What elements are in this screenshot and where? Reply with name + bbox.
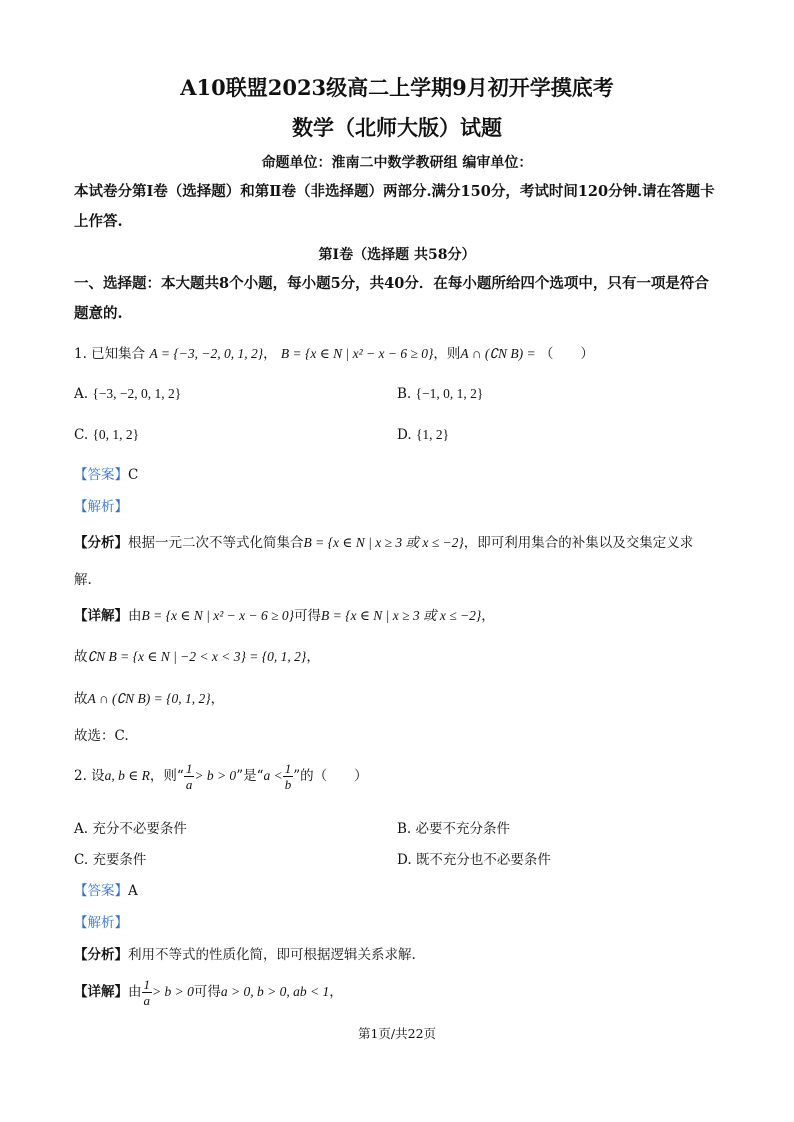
q2-option-c [74, 848, 146, 868]
q1-detail-line3 [74, 687, 224, 707]
q2-option-d [397, 848, 551, 868]
option-label: C. [74, 852, 89, 868]
fenxi-text: ，即可利用集合的补集以及交集定义求 [463, 535, 694, 551]
section-title: 第Ⅰ卷（选择题 共58分） [318, 247, 476, 263]
fenxi-tag: 【分析】 [74, 947, 128, 963]
q1-option-c [74, 427, 139, 443]
option-label: B. [397, 386, 412, 402]
fraction-denominator: a [185, 777, 193, 792]
q2-stem [74, 762, 368, 791]
fraction-numerator: 1 [284, 761, 292, 776]
detail-text: 由 [128, 608, 142, 624]
q1-detail-line2 [74, 645, 320, 665]
q2-fraction-1 [184, 762, 195, 791]
detail-text: ， [329, 984, 343, 1000]
exam-subtitle: 数学（北师大版）试题 [292, 115, 502, 140]
q2-math: > b > 0 [194, 768, 237, 783]
detail-math: > b > 0 [152, 984, 194, 999]
option-text: {0, 1, 2} [92, 427, 140, 442]
detail-tag: 【详解】 [74, 984, 128, 1000]
q1-fenxi-line1 [74, 531, 693, 551]
q2-text: ，则“ [149, 768, 184, 784]
q2-math: a, b ∈ R [104, 768, 150, 783]
q2-fraction-3 [142, 978, 153, 1007]
detail-text: ， [210, 691, 225, 707]
option-label: C. [74, 427, 89, 443]
option-text: 充要条件 [92, 852, 147, 868]
section-instruction: 一、选择题：本大题共8个小题，每小题5分，共40分．在每小题所给四个选项中，只有一项是符合题意的. [74, 275, 709, 322]
q1-set-b: B = {x ∈ N | x² − x − 6 ≥ 0} [280, 346, 434, 361]
detail-tag: 【详解】 [74, 608, 128, 624]
detail-text: 由 [128, 984, 142, 1000]
option-label: A. [74, 821, 89, 837]
q1-prefix: 1. 已知集合 [74, 346, 146, 362]
option-text: {−1, 0, 1, 2} [415, 386, 484, 401]
detail-text: ， [306, 649, 320, 665]
detail-text: 可得 [294, 608, 322, 624]
q2-fenxi [74, 943, 416, 963]
option-label: D. [397, 852, 412, 868]
detail-math: ∁N B = {x ∈ N | −2 < x < 3} = {0, 1, 2} [87, 649, 307, 664]
q1-option-b [397, 386, 483, 402]
option-text: {1, 2} [415, 427, 450, 442]
q2-math: a < [263, 768, 283, 783]
q1-option-a [74, 386, 181, 402]
q2-option-a [74, 817, 187, 837]
exam-intro: 本试卷分第Ⅰ卷（选择题）和第Ⅱ卷（非选择题）两部分.满分150分，考试时间120分钟.请在答题卡上作答. [74, 183, 715, 230]
q2-detail [74, 978, 343, 1007]
fenxi-tag: 【分析】 [74, 535, 128, 551]
q1-option-d [397, 427, 449, 443]
page-number: 第1页/共22页 [357, 1026, 437, 1041]
detail-math: B = {x ∈ N | x² − x − 6 ≥ 0} [141, 608, 295, 623]
fraction-denominator: a [143, 993, 150, 1008]
detail-text: 故 [74, 649, 88, 665]
answer-value: C [128, 467, 139, 483]
fenxi-text: 根据一元二次不等式化简集合 [128, 535, 304, 551]
q2-text: ”是“ [236, 768, 264, 784]
q2-fraction-2 [283, 762, 294, 791]
fenxi-text: 利用不等式的性质化简，即可根据逻辑关系求解. [128, 947, 416, 963]
detail-text: 可得 [193, 984, 221, 1000]
q2-text: ”的（ ） [293, 768, 368, 784]
fraction-numerator: 1 [143, 977, 150, 992]
q2-text: 2. 设 [74, 768, 105, 784]
detail-math: a > 0, b > 0, ab < 1 [220, 984, 330, 999]
q1-expr: A ∩ (∁N B) = [460, 346, 536, 361]
q1-choose: 故选：C. [74, 728, 129, 744]
fenxi-math: B = {x ∈ N | x ≥ 3 或 x ≤ −2} [303, 535, 464, 550]
q1-answer [74, 463, 138, 483]
option-text: 充分不必要条件 [92, 821, 187, 837]
option-text: 必要不充分条件 [415, 821, 511, 837]
exam-title: A10联盟2023级高二上学期9月初开学摸底考 [180, 75, 614, 100]
detail-math: A ∩ (∁N B) = {0, 1, 2} [87, 691, 211, 706]
q1-fenxi-line2: 解. [74, 572, 92, 588]
option-text: 既不充分也不必要条件 [415, 852, 551, 868]
q2-option-b [397, 817, 510, 837]
q1-ask: ，则 [433, 346, 461, 362]
answer-tag: 【答案】 [74, 883, 128, 899]
answer-value: A [128, 883, 138, 899]
detail-math: B = {x ∈ N | x ≥ 3 或 x ≤ −2} [321, 608, 482, 623]
option-label: B. [397, 821, 412, 837]
fraction-denominator: b [284, 777, 292, 792]
detail-text: ， [481, 608, 495, 624]
option-label: A. [74, 386, 89, 402]
unit-line: 命题单位：淮南二中数学教研组 编审单位： [261, 155, 533, 171]
q2-answer [74, 879, 138, 899]
q1-stem: 1. 已知集合 A = {−3, −2, 0, 1, 2}， B = {x ∈ N | x² − x − 6 ≥ 0}，则A ∩ (∁N B) = （ ） [74, 346, 594, 362]
detail-text: 故 [74, 691, 88, 707]
q1-detail-line1 [74, 604, 495, 624]
q2-analysis-tag: 【解析】 [74, 915, 128, 931]
fraction-numerator: 1 [185, 761, 193, 776]
q1-analysis-tag: 【解析】 [74, 499, 128, 515]
q1-paren: （ ） [539, 346, 594, 362]
option-text: {−3, −2, 0, 1, 2} [92, 386, 182, 401]
q1-set-a: A = {−3, −2, 0, 1, 2} [149, 346, 264, 361]
option-label: D. [397, 427, 412, 443]
answer-tag: 【答案】 [74, 467, 128, 483]
